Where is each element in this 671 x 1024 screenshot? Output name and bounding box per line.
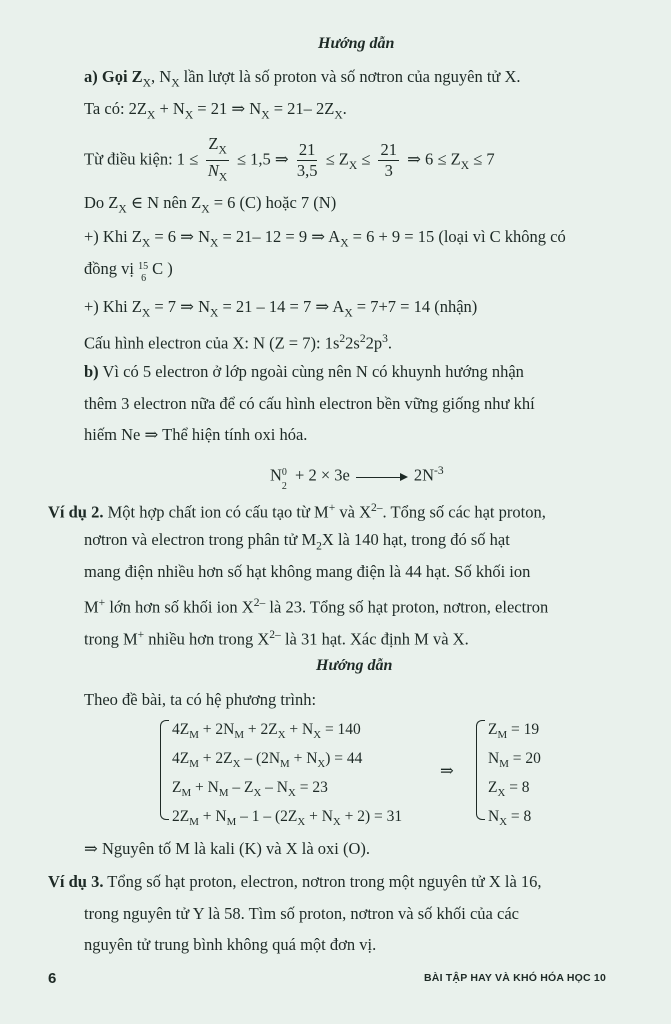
- result-zm: $Z_M = 19$: [488, 721, 540, 742]
- reaction-arrow-icon: [356, 472, 408, 482]
- part-a-line-2: Ta có: $2Z_X + N_X = 21$ ⇒ $N_X = 21-$ $2Z_X$.: [84, 99, 347, 122]
- equation-4: $2Z_M + N_M - 1 - (2Z_X + N_X + 2) = 31$: [172, 808, 403, 829]
- part-a-line-5: +) Khi $Z_X = 6$ ⇒ $N_X = 21-$ 12 = 9 ⇒ $A_X = 6 + 9 = 15$ (loại vì C không có: [84, 227, 566, 250]
- equation-3: $Z_M + N_M - Z_X - N_X = 23$: [172, 779, 328, 800]
- heading-guide-1: Hướng dẫn: [318, 35, 395, 52]
- result-nx: $N_X = 8$: [488, 808, 532, 829]
- example-2-line-3: mang điện nhiều hơn số hạt không mang điện là 44 hạt. Số khối ion: [84, 562, 531, 581]
- system-left-brace: [160, 720, 169, 820]
- example-2-line-2: nơtron và electron trong phân tử $M_2X$ là 140 hạt, trong đó số hạt: [84, 530, 510, 553]
- implies-symbol: ⇒: [440, 761, 454, 780]
- result-zx: $Z_X = 8$: [488, 779, 530, 800]
- example-2-line-4: M+ lớn hơn số khối ion $X^{2-}$ là 23. Tổng số hạt proton, nơtron, electron: [84, 597, 549, 617]
- heading-guide-2: Hướng dẫn: [316, 657, 393, 674]
- fraction-21-3-5: $\frac{21}{3,5}$: [296, 140, 318, 181]
- part-b-line-1: b) Vì có 5 electron ở lớp ngoài cùng nên N có khuynh hướng nhận: [84, 362, 524, 381]
- solution-2-conclusion: ⇒ Nguyên tố M là kali (K) và X là oxi (O).: [84, 839, 371, 858]
- result-nm: $N_M = 20$: [488, 750, 541, 771]
- example-2-line-1: Ví dụ 2. Một hợp chất ion có cấu tạo từ M+ và $X^{2-}$. Tổng số các hạt proton,: [48, 502, 546, 522]
- book-title-footer: BÀI TẬP HAY VÀ KHÓ HÓA HỌC 10: [424, 972, 607, 984]
- condition-inequality: Từ điều kiện: 1 ≤ $\frac{Z_X}{N_X}$ ≤ 1,5 ⇒ $\frac{21}{3,5}$ ≤ $Z_X$ ≤ $\frac{21}{3}$ ⇒ $6 \le Z_X \le 7$: [84, 134, 495, 188]
- example-2-line-5: trong M+ nhiều hơn trong $X^{2-}$ là 31 hạt. Xác định M và X.: [84, 629, 469, 649]
- part-b-line-2: thêm 3 electron nữa để có cấu hình electron bền vững giống như khí: [84, 394, 535, 413]
- result-left-brace: [476, 720, 485, 820]
- part-a-line-1: a) Gọi $Z_X$, $N_X$ lần lượt là số proton và số nơtron của nguyên tử X.: [84, 67, 521, 90]
- page-number: 6: [48, 970, 57, 987]
- solution-2-intro: Theo đề bài, ta có hệ phương trình:: [84, 690, 317, 709]
- part-b-line-3: hiếm Ne ⇒ Thể hiện tính oxi hóa.: [84, 425, 308, 444]
- result-system: [488, 718, 541, 834]
- part-a-line-7: +) Khi $Z_X = 7$ ⇒ $N_X = 21 - 14 = 7$ ⇒ $A_X = 7+7 = 14$ (nhận): [84, 297, 478, 320]
- equation-system: [172, 718, 402, 834]
- example-3-line-1: Ví dụ 3. Tổng số hạt proton, electron, nơtron trong một nguyên tử X là 16,: [48, 872, 542, 891]
- fraction-zx-nx: $\frac{Z_X}{N_X}$: [207, 134, 228, 184]
- equation-2: $4Z_M + 2Z_X - (2N_M + N_X) = 44$: [172, 750, 363, 771]
- electron-configuration: Cấu hình electron của X: N (Z = 7): $1s^22s^22p^3$.: [84, 333, 393, 353]
- fraction-21-3: $\frac{21}{3}$: [380, 140, 397, 181]
- reduction-equation: N 0 2 + 2 × 3e $2N^{-3}$: [270, 465, 444, 492]
- part-a-line-4: Do $Z_X$ ∈ N nên $Z_X = 6$ (C) hoặc 7 (N): [84, 193, 337, 216]
- example-3-line-3: nguyên tử trung bình không quá một đơn vị.: [84, 935, 377, 954]
- example-3-line-2: trong nguyên tử Y là 58. Tìm số proton, nơtron và số khối của các: [84, 904, 519, 923]
- part-a-line-6: đồng vị 15 6 C ): [84, 259, 173, 285]
- equation-1: $4Z_M + 2N_M + 2Z_X + N_X = 140$: [172, 721, 361, 742]
